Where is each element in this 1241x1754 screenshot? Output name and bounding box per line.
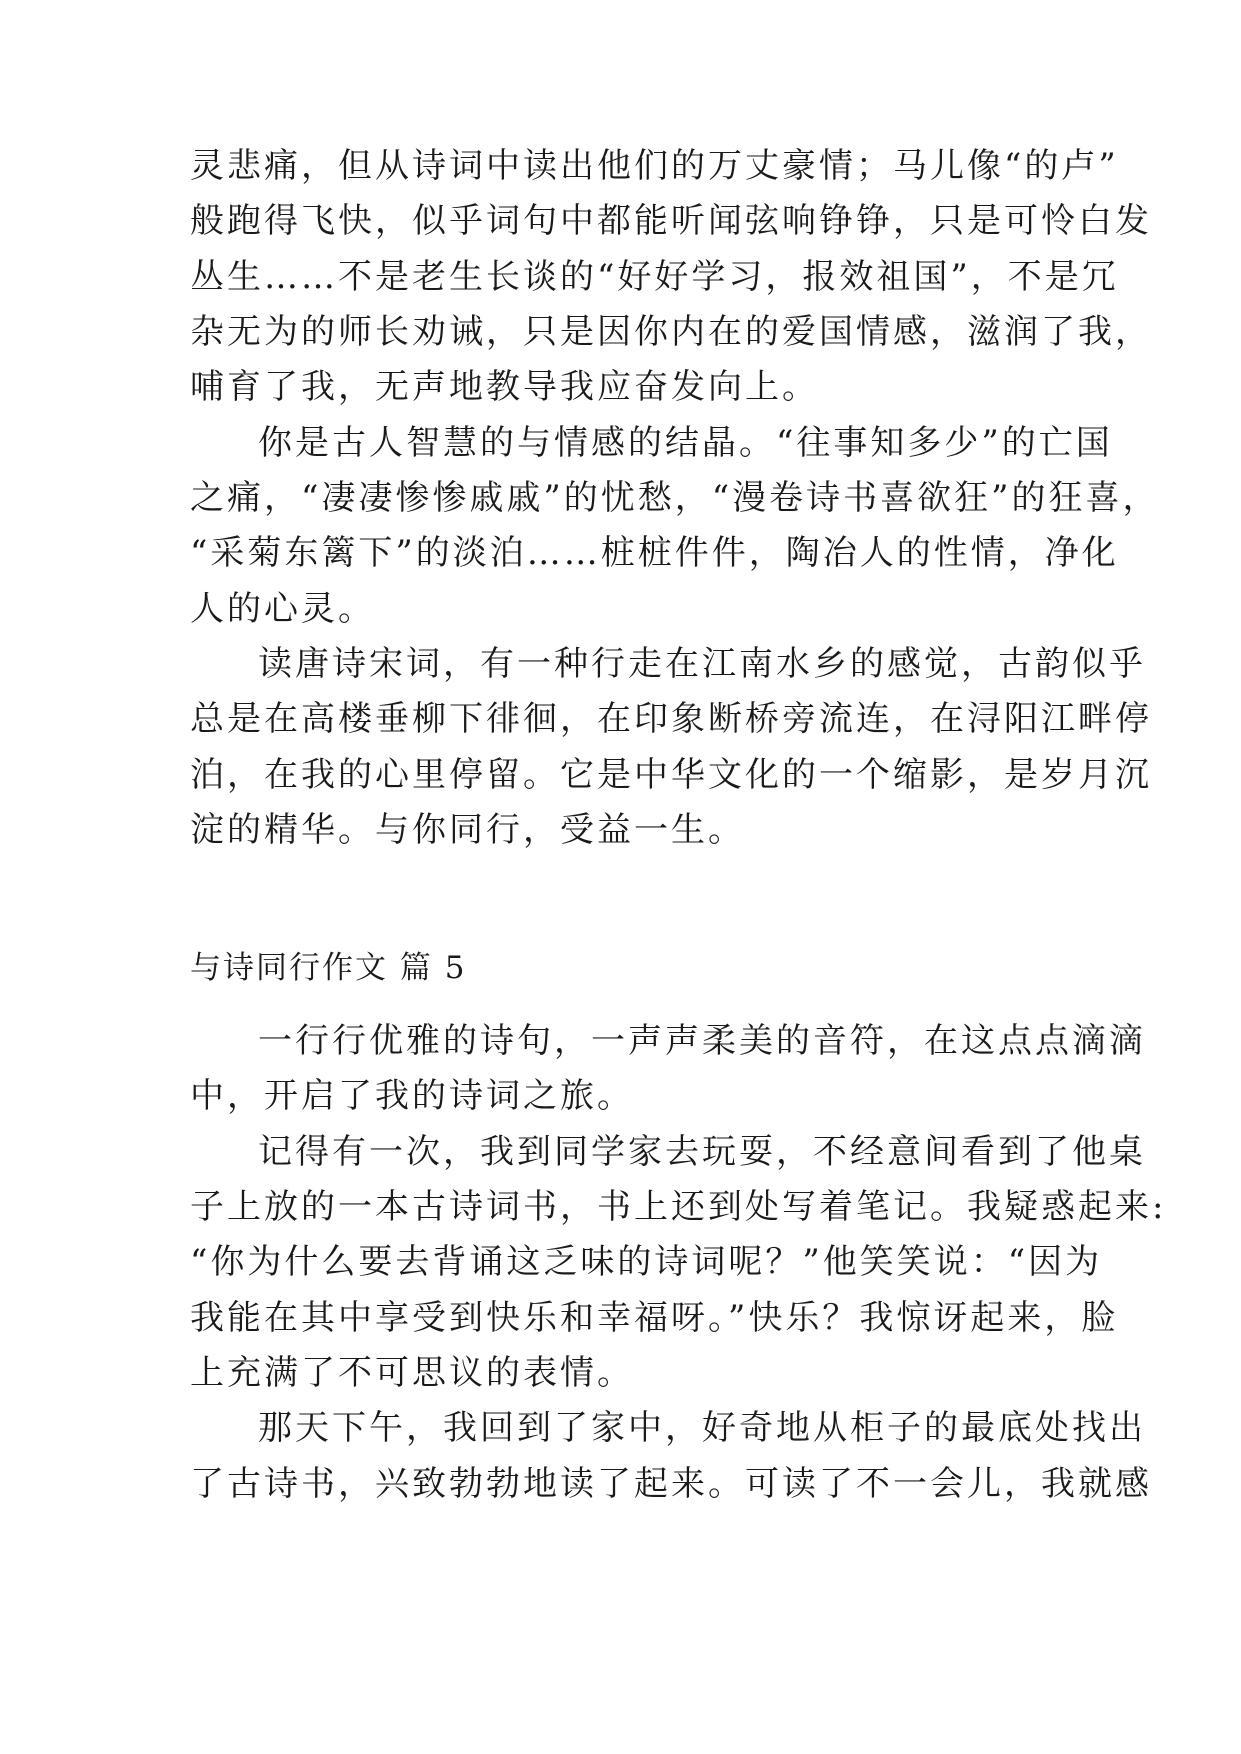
text-line: 之痛，“凄凄惨惨戚戚”的忧愁，“漫卷诗书喜欲狂”的狂喜， bbox=[190, 478, 1160, 518]
text-line: 人的心灵。 bbox=[190, 589, 375, 629]
text-line: 读唐诗宋词，有一种行走在江南水乡的感觉，古韵似乎 bbox=[258, 644, 1146, 684]
text-line: 子上放的一本古诗词书，书上还到处写着笔记。我疑惑起来: bbox=[190, 1187, 1167, 1227]
text-line: “你为什么要去背诵这乏味的诗词呢？”他笑笑说：“因为 bbox=[190, 1242, 1103, 1282]
text-line: 中，开启了我的诗词之旅。 bbox=[190, 1076, 634, 1116]
text-line: 灵悲痛，但从诗词中读出他们的万丈豪情；马儿像“的卢” bbox=[190, 146, 1119, 186]
text-line: 哺育了我，无声地教导我应奋发向上。 bbox=[190, 367, 819, 407]
text-line: 杂无为的师长劝诫，只是因你内在的爱国情感，滋润了我， bbox=[190, 312, 1152, 352]
text-line: 泊，在我的心里停留。它是中华文化的一个缩影，是岁月沉 bbox=[190, 755, 1152, 795]
text-line: 我能在其中享受到快乐和幸福呀。”快乐？我惊讶起来，脸 bbox=[190, 1298, 1119, 1338]
text-line: 淀的精华。与你同行，受益一生。 bbox=[190, 810, 745, 850]
text-line: 丛生……不是老生长谈的“好好学习，报效祖国”，不是冗 bbox=[190, 257, 1119, 297]
text-line: 总是在高楼垂柳下徘徊，在印象断桥旁流连，在浔阳江畔停 bbox=[190, 699, 1152, 739]
text-line: 记得有一次，我到同学家去玩耍，不经意间看到了他桌 bbox=[258, 1132, 1146, 1172]
text-line: 般跑得飞快，似乎词句中都能听闻弦响铮铮，只是可怜白发 bbox=[190, 201, 1152, 241]
text-line: 了古诗书，兴致勃勃地读了起来。可读了不一会儿，我就感 bbox=[190, 1464, 1152, 1504]
text-line: 一行行优雅的诗句，一声声柔美的音符，在这点点滴滴 bbox=[258, 1021, 1146, 1061]
text-line: “采菊东篱下”的淡泊……桩桩件件，陶冶人的性情，净化 bbox=[190, 533, 1119, 573]
text-line: 你是古人智慧的与情感的结晶。“往事知多少”的亡国 bbox=[258, 423, 1113, 463]
text-line: 上充满了不可思议的表情。 bbox=[190, 1353, 634, 1393]
section-heading: 与诗同行作文 篇 5 bbox=[190, 950, 467, 986]
text-line: 那天下午，我回到了家中，好奇地从柜子的最底处找出 bbox=[258, 1408, 1146, 1448]
